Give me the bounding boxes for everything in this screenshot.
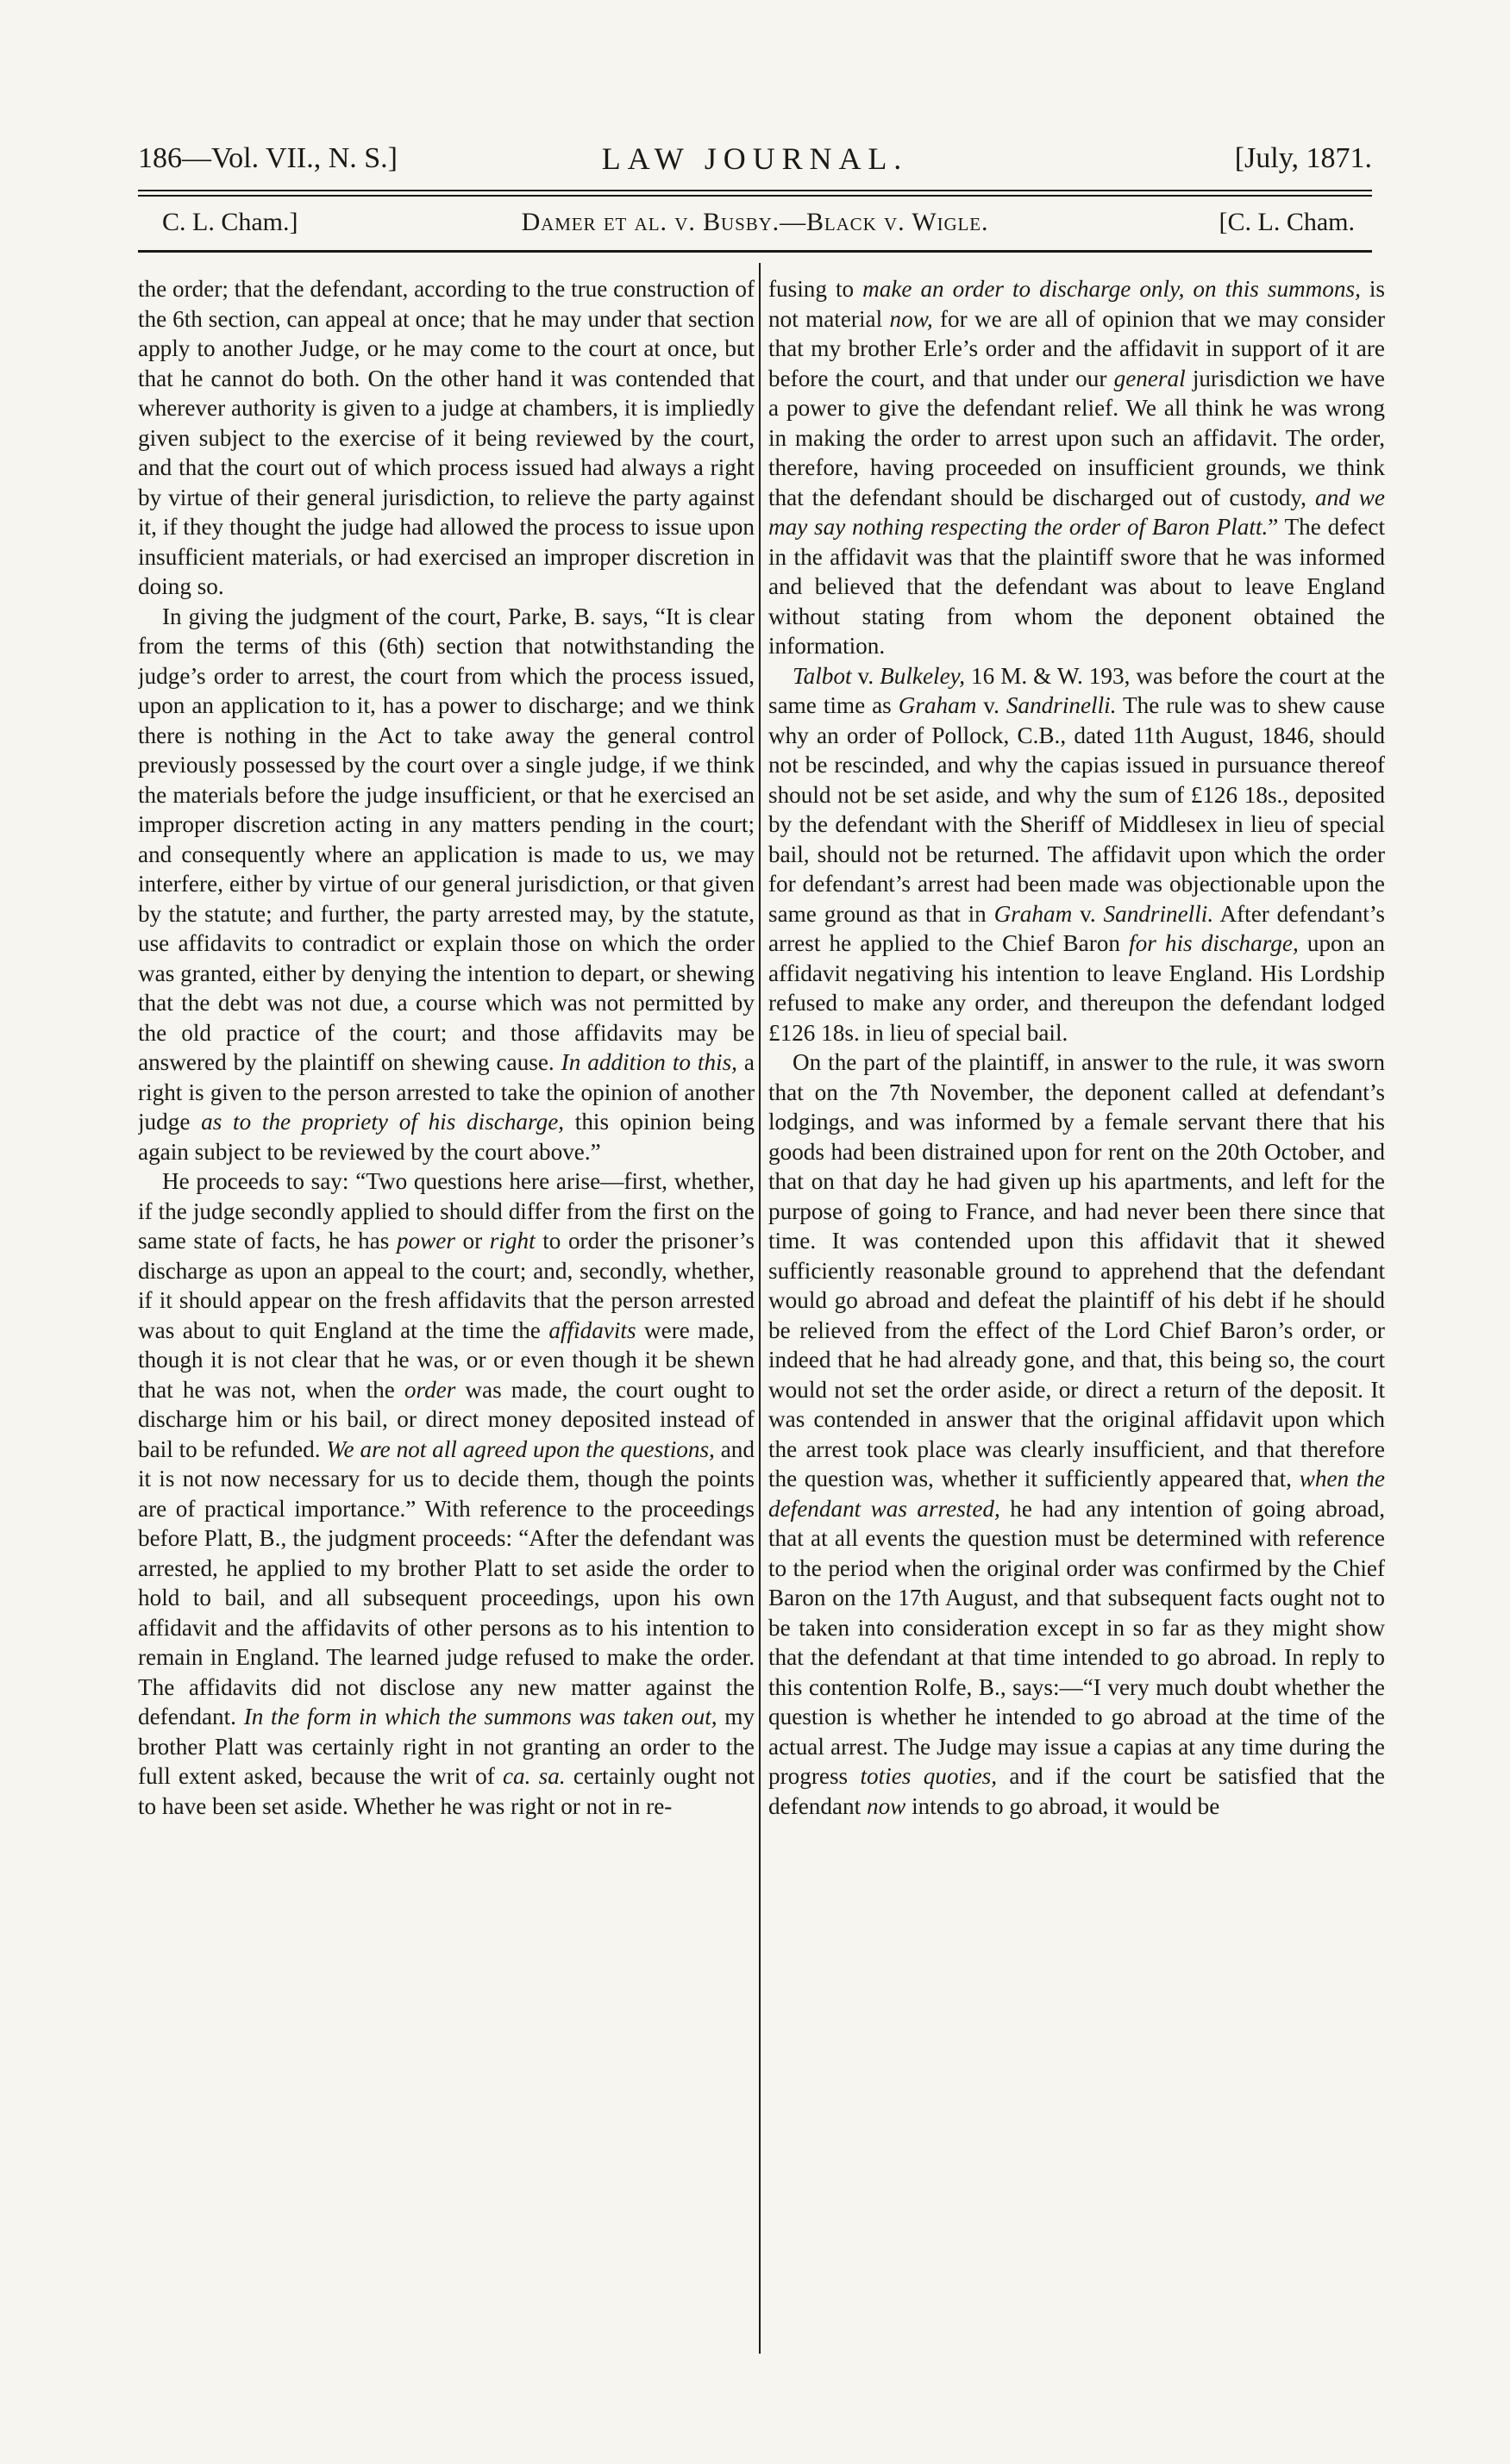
case-head (138, 200, 1372, 245)
column-divider (759, 263, 761, 2354)
page-volume-info: 186—Vol. VII., N. S.] (138, 142, 398, 174)
paragraph: He proceeds to say: “Two questions here arise—first, whether, if the judge secondly applied to should differ from the first on the same state of facts, he has power or right to order the prisoner’s discharge as upon an appeal to the court; and, secondly, whether, if it should appear on the fresh affidavits that the person arrested was about to quit England at the time the affidavits were made, though it is not clear that he was, or or even though it be shewn that he was not, when the order was made, the court ought to discharge him or his bail, or direct money deposited instead of bail to be refunded. We are not all agreed upon the questions, and it is not now necessary for us to decide them, though the points are of practical importance.” With reference to the proceedings before Platt, B., the judgment proceeds: “After the defendant was arrested, he applied to my brother Platt to set aside the order to hold to bail, and all subsequent proceedings, upon his own affidavit and the affidavits of other persons as to his intention to remain in England. The learned judge refused to make the order. The affidavits did not disclose any new matter against the defendant. In the form in which the summons was taken out, my brother Platt was certainly right in not granting an order to the full extent asked, because the writ of ca. sa. certainly ought not to have been set aside. Whether he was right or not in re- (138, 1168, 755, 1819)
paragraph: In giving the judgment of the court, Parke, B. says, “It is clear from the terms of this (6th) section that notwithstanding the judge’s order to arrest, the court from which the process issued, upon an application to it, has a power to discharge; and we think there is nothing in the Act to take away the general control previously possessed by the court over a single judge, if we think the materials before the judge insufficient, or that he exercised an improper discretion acting in any matters pending in the court; and consequently where an application is made to us, we may interfere, either by virtue of our general jurisdiction, or that given by the statute; and further, the party arrested may, by the statute, use affidavits to contradict or explain those on which the order was granted, either by denying the intention to depart, or shewing that the debt was not due, a course which was not permitted by the old practice of the court; and those affidavits may be answered by the plaintiff on shewing cause. In addition to this, a right is given to the person arrested to take the opinion of another judge as to the propriety of his discharge, this opinion being again subject to be reviewed by the court above.” (138, 603, 755, 1165)
paragraph: fusing to make an order to discharge only, on this summons, is not material now, for we are all of opinion that we may consider that my brother Erle’s order and the affidavit in support of it are before the court, and that under our general jurisdiction we have a power to give the defendant relief. We all think he was wrong in making the order to arrest upon such an affidavit. The order, therefore, having proceeded on insufficient grounds, we think that the defendant should be discharged out of custody, and we may say nothing respecting the order of Baron Platt.” The defect in the affidavit was that the plaintiff swore that he was informed and believed that the defendant was about to leave England without stating from whom the deponent obtained the information. (768, 276, 1385, 659)
header-rule-top (138, 190, 1372, 191)
paragraph: On the part of the plaintiff, in answer to the rule, it was sworn that on the 7th November, the deponent called at defendant’s lodgings, and was informed by a female servant there that his goods had been distrained upon for rent on the 20th October, and that on that day he had given up his apartments, and left for the purpose of going to France, and had never been there since that time. It was contended upon this affidavit that it shewed sufficiently reasonable ground to apprehend that the defendant would go abroad and defeat the plaintiff of his debt if he should be relieved from the effect of the Lord Chief Baron’s order, or indeed that he had already gone, and that, this being so, the court would not set the order aside, or direct a return of the deposit. It was contended in answer that the original affidavit upon which the arrest took place was clearly insufficient, and that therefore the question was, whether it sufficiently appeared that, when the defendant was arrested, he had any intention of going abroad, that at all events the question must be determined with reference to the period when the original order was confirmed by the Chief Baron on the 17th August, and that subsequent facts ought not to be taken into consideration except in so far as they might show that the defendant at that time intended to go abroad. In reply to this contention Rolfe, B., says:—“I very much doubt whether the question is whether he intended to go abroad at the time of the actual arrest. The Judge may issue a capias at any time during the progress toties quoties, and if the court be satisfied that the defendant now intends to go abroad, it would be (768, 1049, 1385, 1819)
column-right (768, 274, 1385, 2378)
court-right: [C. L. Cham. (1219, 208, 1355, 236)
journal-title: LAW JOURNAL. (601, 141, 909, 176)
paragraph: the order; that the defendant, according to the true construction of the 6th section, can appeal at once; that he may under that section apply to another Judge, or he may come to the court at once, but that he cannot do both. On the other hand it was contended that wherever authority is given to a judge at chambers, it is impliedly given subject to the exercise of it being reviewed by the court, and that the court out of which process issued had always a right by virtue of their general jurisdiction, to relieve the party against it, if they thought the judge had allowed the process to issue upon insufficient materials, or had exercised an improper discretion in doing so. (138, 276, 755, 599)
paragraph: Talbot v. Bulkeley, 16 M. & W. 193, was before the court at the same time as Graham v. Sandrinelli. The rule was to shew cause why an order of Pollock, C.B., dated 11th August, 1846, should not be rescinded, and why the capias issued in pursuance thereof should not be set aside, and why the sum of £126 18s., deposited by the defendant with the Sheriff of Middlesex in lieu of special bail, should not be returned. The affidavit upon which the order for defendant’s arrest had been made was objectionable upon the same ground as that in Graham v. Sandrinelli. After defendant’s arrest he applied to the Chief Baron for his discharge, upon an affidavit negativing his intention to leave England. His Lordship refused to make any order, and thereupon the defendant lodged £126 18s. in lieu of special bail. (768, 662, 1385, 1046)
issue-date: [July, 1871. (1234, 142, 1372, 174)
header-rule-bottom (138, 195, 1372, 197)
case-head-rule (138, 250, 1372, 253)
column-left (138, 274, 755, 2378)
running-head (138, 136, 1372, 181)
court-left: C. L. Cham.] (162, 208, 298, 236)
case-title: Damer et al. v. Busby.—Black v. Wigle. (521, 208, 989, 236)
